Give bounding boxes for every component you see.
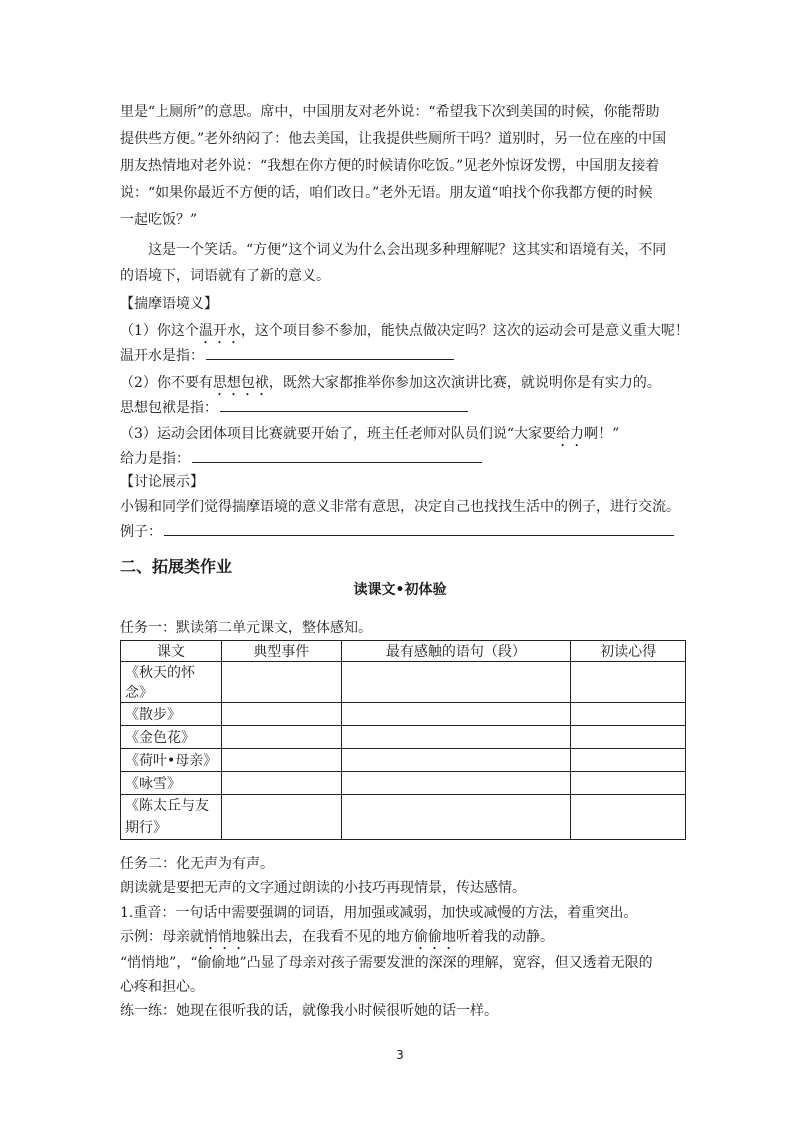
story-line-1: 里是“上厕所”的意思。席中，中国朋友对老外说：“希望我下次到美国的时候，你能帮助 (120, 104, 660, 120)
section-2-subtitle: 读课文•初体验 (353, 582, 447, 598)
table-cell-quote[interactable] (341, 772, 571, 795)
describe-item-1 (120, 321, 689, 347)
example-row (120, 521, 674, 542)
table-header: 初读心得 (571, 641, 686, 662)
table-cell-quote[interactable] (341, 749, 571, 772)
describe-heading: 【揣摩语境义】 (120, 296, 218, 312)
item2-prefix: （2）你不要有 (120, 375, 213, 391)
answer-blank-1[interactable] (206, 345, 454, 360)
table-row (121, 772, 686, 795)
discuss-heading: 【讨论展示】 (120, 474, 204, 490)
story-line-2: 提供些方便。”老外纳闷了：他去美国，让我提供些厕所干吗？道别时，另一位在座的中国 (120, 131, 667, 147)
table-cell-note[interactable] (571, 795, 686, 840)
page-number: 3 (396, 1048, 404, 1062)
item3-keyword: 给力 (556, 426, 585, 442)
table-cell-quote[interactable] (341, 703, 571, 726)
table-cell-event[interactable] (221, 772, 341, 795)
section-2-heading: 二、拓展类作业 (120, 557, 233, 576)
table-cell-note[interactable] (571, 703, 686, 726)
table-cell-event[interactable] (221, 703, 341, 726)
table-row (121, 703, 686, 726)
answer-label-1: 温开水是指： (120, 348, 204, 364)
item2-suffix: ，既然大家都推举你参加这次演讲比赛，就说明你是有实力的。 (268, 375, 661, 391)
lesson-title: 《咏雪》 (121, 772, 222, 795)
item1-keyword: 温开水 (198, 323, 241, 339)
item3-prefix: （3）运动会团体项目比赛就要开始了，班主任老师对队员们说“大家要 (120, 426, 557, 442)
answer-row-2 (120, 397, 468, 418)
analysis-line-2: 心疼和担心。 (120, 979, 204, 995)
item3-suffix: 啊！” (584, 426, 620, 442)
table-row (121, 749, 686, 772)
table-row (121, 662, 686, 703)
example-part-b: 躲出去，在我看不见的地方 (246, 929, 414, 945)
task-2: 任务二：化无声为有声。 (120, 856, 274, 872)
table-cell-note[interactable] (571, 662, 686, 703)
lesson-title: 《荷叶•母亲》 (121, 749, 222, 772)
example-blank[interactable] (164, 521, 674, 536)
lesson-title: 《金色花》 (121, 726, 222, 749)
table-cell-note[interactable] (571, 726, 686, 749)
example-sentence (120, 927, 554, 953)
story-line-5: 一起吃饭？” (120, 212, 198, 228)
example-part-a: 示例：母亲就 (120, 929, 204, 945)
reading-intro: 朗读就是要把无声的文字通过朗读的小技巧再现情景，传达感情。 (120, 880, 526, 896)
example-keyword-2: 偷偷地 (414, 929, 456, 945)
table-cell-event[interactable] (221, 795, 341, 840)
answer-row-1 (120, 345, 454, 366)
table-cell-note[interactable] (571, 749, 686, 772)
story-line-3: 朋友热情地对老外说：“我想在你方便的时候请你吃饭。”见老外惊讶发愣，中国朋友接着 (120, 158, 660, 174)
lesson-title: 《散步》 (121, 703, 222, 726)
table-header: 最有感触的语句（段） (341, 641, 571, 662)
describe-item-2 (120, 373, 661, 399)
task-1: 任务一：默读第二单元课文，整体感知。 (120, 620, 372, 636)
item1-suffix: ，这个项目参不参加，能快点做决定吗？这次的运动会可是意义重大呢！ (240, 323, 689, 339)
item1-prefix: （1）你这个 (120, 323, 199, 339)
table-row (121, 795, 686, 840)
point-1: 1.重音：一句话中需要强调的词语，用加强或减弱，加快或减慢的方法，着重突出。 (120, 905, 638, 921)
answer-label-3: 给力是指： (120, 451, 190, 467)
lesson-title: 《秋天的怀念》 (121, 662, 222, 703)
table-cell-quote[interactable] (341, 795, 571, 840)
explain-line-1: 这是一个笑话。“方便”这个词义为什么会出现多种理解呢？这其实和语境有关，不同 (148, 242, 667, 258)
answer-label-2: 思想包袱是指： (120, 400, 218, 416)
table-header-row (121, 641, 686, 662)
table-cell-note[interactable] (571, 772, 686, 795)
discuss-text: 小锡和同学们觉得揣摩语境的意义非常有意思，决定自己也找找生活中的例子，进行交流。 (120, 499, 680, 515)
item2-keyword: 思想包袱 (212, 375, 269, 391)
table-row (121, 726, 686, 749)
answer-row-3 (120, 448, 482, 469)
table-cell-event[interactable] (221, 726, 341, 749)
table-cell-event[interactable] (221, 749, 341, 772)
example-label: 例子： (120, 524, 162, 540)
lesson-title: 《陈太丘与友期行》 (121, 795, 222, 840)
table-cell-event[interactable] (221, 662, 341, 703)
table-header: 典型事件 (221, 641, 341, 662)
table-header: 课文 (121, 641, 222, 662)
explain-line-2: 的语境下，词语就有了新的意义。 (120, 268, 330, 284)
example-keyword-1: 悄悄地 (204, 929, 246, 945)
story-line-4: 说：“如果你最近不方便的话，咱们改日。”老外无语。朋友道“咱找个你我都方便的时候 (120, 185, 653, 201)
answer-blank-2[interactable] (220, 397, 468, 412)
analysis-line-1: “悄悄地”，“偷偷地”凸显了母亲对孩子需要发泄的深深的理解，宽容，但又透着无限的 (120, 955, 653, 971)
table-cell-quote[interactable] (341, 726, 571, 749)
practice: 练一练：她现在很听我的话，就像我小时候很听她的话一样。 (120, 1003, 498, 1019)
table-cell-quote[interactable] (341, 662, 571, 703)
example-part-c: 听着我的动静。 (456, 929, 554, 945)
describe-item-3 (120, 424, 619, 450)
answer-blank-3[interactable] (192, 448, 482, 463)
reading-table (120, 640, 686, 840)
